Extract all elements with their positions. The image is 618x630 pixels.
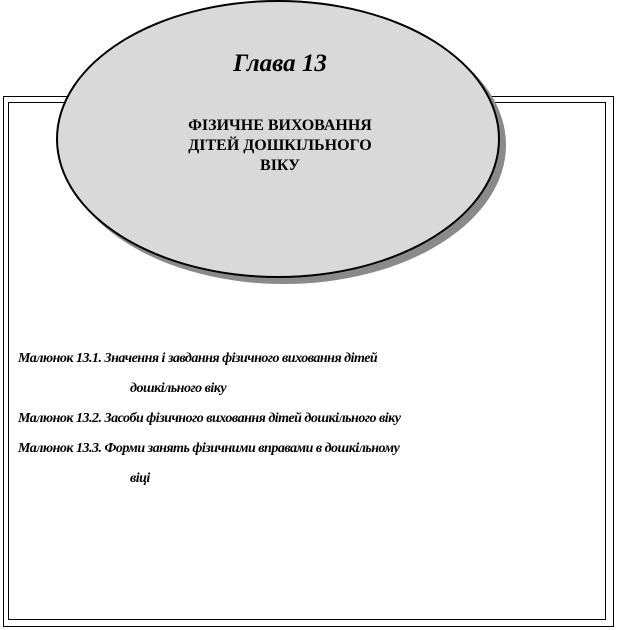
figure-item-13-3 <box>18 434 602 494</box>
figure-caption-continuation: віці <box>130 471 150 486</box>
figure-item-13-2 <box>18 404 602 434</box>
figure-list <box>18 344 602 494</box>
figure-caption-continuation: дошкільного віку <box>130 381 227 396</box>
figure-caption: Малюнок 13.2. Засоби фізичного виховання дітей дошкільного віку <box>18 411 401 426</box>
figure-caption: Малюнок 13.3. Форми занять фізичними вправами в дошкільному <box>18 441 400 456</box>
chapter-label: Глава 13 <box>233 50 327 77</box>
figure-caption: Малюнок 13.1. Значення і завдання фізичного виховання дітей <box>18 351 378 366</box>
figure-item-13-1 <box>18 344 602 404</box>
chapter-title: ФІЗИЧНЕ ВИХОВАННЯ ДІТЕЙ ДОШКІЛЬНОГО ВІКУ <box>188 117 372 174</box>
